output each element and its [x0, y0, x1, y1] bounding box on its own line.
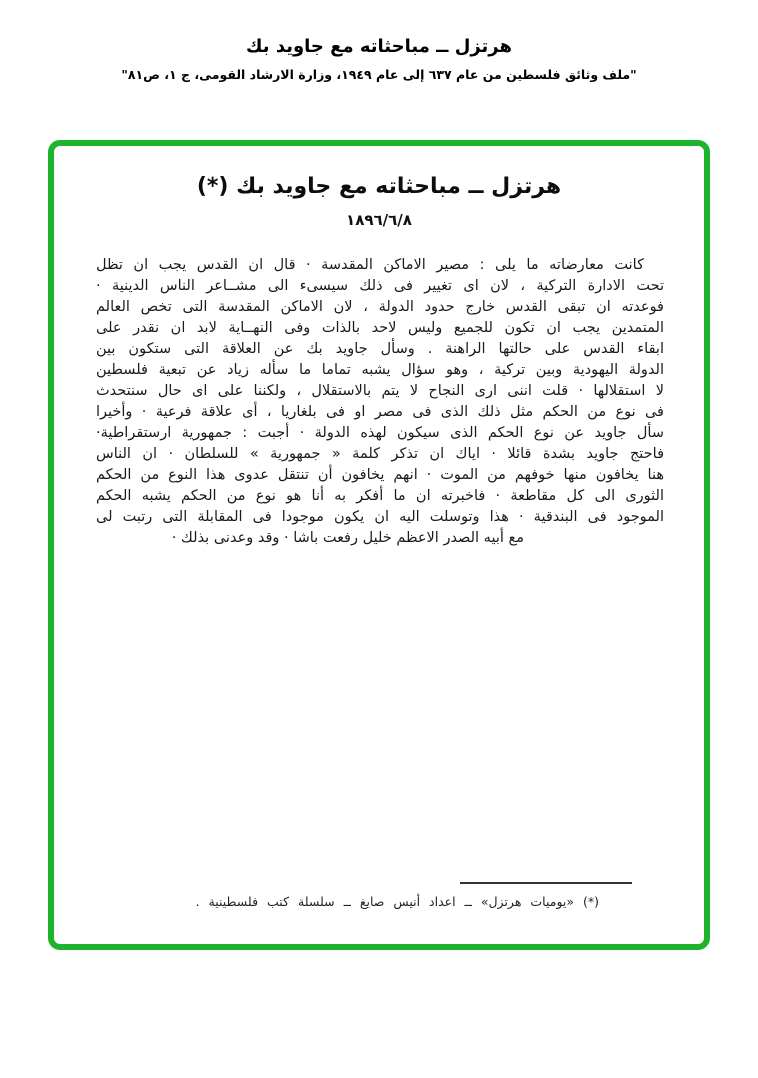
page-title: هرتزل ــ مباحثاته مع جاويد بك	[246, 36, 512, 57]
body-line: هنا يخافون منها خوفهم من الموت · انهم يخافون أن تنتقل عدوى هذا النوع من الحكم	[96, 467, 664, 483]
document-title: هرتزل ــ مباحثاته مع جاويد بك (*)	[196, 174, 562, 199]
document-frame	[48, 140, 710, 950]
source-citation: "ملف وثائق فلسطين من عام ٦٣٧ إلى عام ١٩٤٩، وزارة الارشاد القومى، ج ١، ص٨١"	[121, 67, 637, 82]
body-line: فاحتج جاويد بشدة قائلا · اياك ان تذكر كلمة « جمهورية » للسلطان · ان الناس	[96, 446, 664, 462]
body-line: الموجود فى البندقية · هذا وتوسلت اليه ان يكون موجودا فى المقابلة التى رتبت لى	[96, 509, 664, 525]
page-header	[0, 36, 758, 82]
body-line: فى نوع من الحكم مثل ذلك الذى فى مصر او فى بلغاريا ، أى علاقة فرعية · وأخيرا	[96, 404, 664, 420]
body-line: المتمدين يجب ان تكون للجميع وليس لاحد بالذات وفى النهــاية لابد ان نقدر على	[96, 320, 664, 336]
body-line: سأل جاويد عن نوع الحكم الذى سيكون لهذه الدولة · أجبت : جمهورية ارستقراطية·	[96, 425, 664, 441]
body-line: الدولة اليهودية وبين تركية ، وهو سؤال يشبه تماما ما سأله زياد عن تبعية فلسطين	[96, 362, 664, 378]
document-body	[96, 255, 664, 549]
body-line: كانت معارضاته ما يلى : مصير الاماكن المقدسة · قال ان القدس يجب ان تظل	[96, 257, 644, 273]
body-line: مع أبيه الصدر الاعظم خليل رفعت باشا · وقد وعدنى بذلك ·	[171, 530, 524, 546]
body-line: فوعدته ان تبقى القدس خارج حدود الدولة ، لان الاماكن المقدسة التى تخص العالم	[96, 299, 664, 315]
body-line: تحت الادارة التركية ، لان اى تغيير فى ذلك سيسىء الى مشــاعر الناس الدينية ·	[96, 278, 664, 294]
footnote-text: (*) «يوميات هرتزل» ــ اعداد أنيس صايغ ــ سلسلة كتب فلسطينية .	[195, 894, 599, 909]
footnote-divider	[460, 882, 632, 884]
body-line: لا استقلالها · قلت اننى ارى النجاح لا يتم بالاستقلال ، ولكننا على اى حال سنتحدث	[96, 383, 664, 399]
body-line: ابقاء القدس على حالتها الراهنة . وسأل جاويد بك عن العلاقة التى ستكون بين	[96, 341, 664, 357]
document-date: ١٨٩٦/٦/٨	[346, 211, 412, 229]
body-line: الثورى الى كل مقاطعة · فاخبرته ان ما أفكر به أنا هو نوع من الحكم يشبه الحكم	[96, 488, 664, 504]
